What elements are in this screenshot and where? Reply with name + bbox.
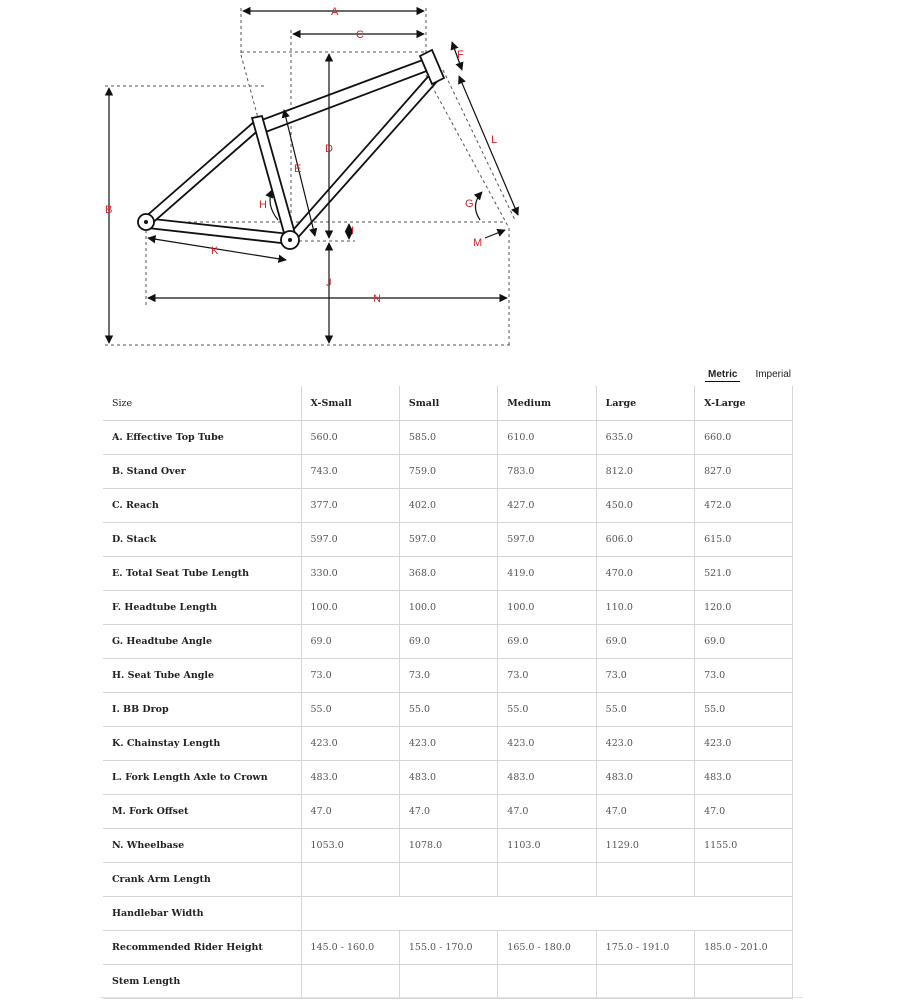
value-cell: 470.0: [596, 557, 694, 591]
label-G: G: [465, 198, 474, 210]
value-cell: 47.0: [399, 795, 497, 829]
value-cell: 145.0 - 160.0: [301, 931, 399, 965]
table-row: [103, 591, 793, 625]
value-cell: 120.0: [695, 591, 793, 625]
value-cell: 100.0: [399, 591, 497, 625]
value-cell: 827.0: [695, 455, 793, 489]
value-cell: 423.0: [301, 727, 399, 761]
table-row: [103, 863, 793, 897]
value-cell: [301, 965, 399, 999]
size-header-medium: Medium: [498, 386, 596, 421]
table-row: [103, 761, 793, 795]
value-cell: 560.0: [301, 421, 399, 455]
row-label: D. Stack: [103, 523, 301, 557]
label-D: D: [325, 143, 333, 155]
value-cell: 483.0: [695, 761, 793, 795]
value-cell: 69.0: [399, 625, 497, 659]
value-cell: 100.0: [498, 591, 596, 625]
size-header-large: Large: [596, 386, 694, 421]
value-cell: 423.0: [596, 727, 694, 761]
reference-lines: [105, 8, 515, 345]
value-cell: 73.0: [498, 659, 596, 693]
value-cell: 483.0: [399, 761, 497, 795]
value-cell: 597.0: [399, 523, 497, 557]
label-E: E: [294, 163, 302, 175]
label-M: M: [473, 237, 483, 249]
value-cell: 47.0: [596, 795, 694, 829]
label-F: F: [457, 49, 464, 61]
table-row: [103, 455, 793, 489]
value-cell: 110.0: [596, 591, 694, 625]
value-cell: 55.0: [596, 693, 694, 727]
value-cell: 175.0 - 191.0: [596, 931, 694, 965]
value-cell: 521.0: [695, 557, 793, 591]
table-row: [103, 931, 793, 965]
value-cell: 55.0: [695, 693, 793, 727]
row-label: E. Total Seat Tube Length: [103, 557, 301, 591]
row-label: C. Reach: [103, 489, 301, 523]
value-cell: 483.0: [301, 761, 399, 795]
value-cell: 100.0: [301, 591, 399, 625]
value-cell: 450.0: [596, 489, 694, 523]
value-cell: 610.0: [498, 421, 596, 455]
table-row: [103, 897, 793, 931]
value-cell: 69.0: [301, 625, 399, 659]
seatstay: [143, 121, 262, 225]
value-cell: 55.0: [498, 693, 596, 727]
value-cell: [498, 965, 596, 999]
row-label: H. Seat Tube Angle: [103, 659, 301, 693]
value-cell: 47.0: [695, 795, 793, 829]
row-label: B. Stand Over: [103, 455, 301, 489]
table-row: [103, 693, 793, 727]
value-cell: 402.0: [399, 489, 497, 523]
value-cell: 759.0: [399, 455, 497, 489]
value-cell: 585.0: [399, 421, 497, 455]
imperial-toggle[interactable]: Imperial: [755, 369, 792, 380]
value-cell: [695, 965, 793, 999]
row-label: N. Wheelbase: [103, 829, 301, 863]
value-cell: 635.0: [596, 421, 694, 455]
value-cell: 1155.0: [695, 829, 793, 863]
table-header-row: [103, 386, 793, 421]
value-cell: 377.0: [301, 489, 399, 523]
value-cell: 73.0: [399, 659, 497, 693]
value-cell: [596, 863, 694, 897]
value-cell: 55.0: [399, 693, 497, 727]
geometry-table: [103, 386, 793, 999]
value-cell: [695, 863, 793, 897]
table-bottom-divider: [100, 997, 803, 998]
value-cell: 472.0: [695, 489, 793, 523]
value-cell: 73.0: [596, 659, 694, 693]
value-cell: 743.0: [301, 455, 399, 489]
table-row: [103, 965, 793, 999]
label-N: N: [373, 293, 381, 305]
merged-value-cell: [301, 897, 793, 931]
row-label: L. Fork Length Axle to Crown: [103, 761, 301, 795]
value-cell: [498, 863, 596, 897]
value-cell: 597.0: [498, 523, 596, 557]
metric-toggle[interactable]: Metric: [705, 368, 740, 382]
down-tube: [286, 71, 441, 242]
value-cell: 69.0: [596, 625, 694, 659]
value-cell: 597.0: [301, 523, 399, 557]
value-cell: 47.0: [498, 795, 596, 829]
row-label: I. BB Drop: [103, 693, 301, 727]
value-cell: 423.0: [695, 727, 793, 761]
value-cell: 69.0: [498, 625, 596, 659]
value-cell: 368.0: [399, 557, 497, 591]
top-tube: [259, 58, 432, 133]
value-cell: [399, 965, 497, 999]
value-cell: 185.0 - 201.0: [695, 931, 793, 965]
row-label: Stem Length: [103, 965, 301, 999]
row-label: G. Headtube Angle: [103, 625, 301, 659]
value-cell: [301, 863, 399, 897]
row-label: Crank Arm Length: [103, 863, 301, 897]
seat-tube: [252, 116, 296, 240]
table-row: [103, 557, 793, 591]
table-row: [103, 625, 793, 659]
value-cell: 69.0: [695, 625, 793, 659]
row-label: F. Headtube Length: [103, 591, 301, 625]
value-cell: 423.0: [498, 727, 596, 761]
value-cell: 423.0: [399, 727, 497, 761]
row-label: Recommended Rider Height: [103, 931, 301, 965]
row-label: K. Chainstay Length: [103, 727, 301, 761]
size-header-xlarge: X-Large: [695, 386, 793, 421]
value-cell: 1103.0: [498, 829, 596, 863]
size-header: Size: [103, 386, 301, 421]
value-cell: 483.0: [596, 761, 694, 795]
table-row: [103, 795, 793, 829]
table-row: [103, 659, 793, 693]
value-cell: 419.0: [498, 557, 596, 591]
value-cell: 1053.0: [301, 829, 399, 863]
value-cell: 615.0: [695, 523, 793, 557]
value-cell: 165.0 - 180.0: [498, 931, 596, 965]
value-cell: 1078.0: [399, 829, 497, 863]
row-label: Handlebar Width: [103, 897, 301, 931]
value-cell: 427.0: [498, 489, 596, 523]
value-cell: 483.0: [498, 761, 596, 795]
label-C: C: [356, 29, 364, 41]
table-row: [103, 489, 793, 523]
label-H: H: [259, 199, 267, 211]
label-K: K: [211, 245, 219, 257]
size-header-small: Small: [399, 386, 497, 421]
row-label: A. Effective Top Tube: [103, 421, 301, 455]
value-cell: [596, 965, 694, 999]
table-row: [103, 829, 793, 863]
value-cell: 660.0: [695, 421, 793, 455]
label-B: B: [105, 204, 113, 216]
label-I: I: [351, 225, 355, 237]
value-cell: 73.0: [695, 659, 793, 693]
table-row: [103, 727, 793, 761]
value-cell: 783.0: [498, 455, 596, 489]
value-cell: 47.0: [301, 795, 399, 829]
unit-toggle: [705, 368, 794, 382]
value-cell: [399, 863, 497, 897]
row-label: M. Fork Offset: [103, 795, 301, 829]
value-cell: 155.0 - 170.0: [399, 931, 497, 965]
value-cell: 606.0: [596, 523, 694, 557]
value-cell: 73.0: [301, 659, 399, 693]
value-cell: 330.0: [301, 557, 399, 591]
label-J: J: [326, 277, 332, 289]
value-cell: 1129.0: [596, 829, 694, 863]
table-row: [103, 421, 793, 455]
value-cell: 812.0: [596, 455, 694, 489]
frame-geometry-diagram: [0, 0, 912, 360]
size-header-xsmall: X-Small: [301, 386, 399, 421]
label-L: L: [491, 134, 498, 146]
label-A: A: [331, 6, 339, 18]
table-row: [103, 523, 793, 557]
value-cell: 55.0: [301, 693, 399, 727]
